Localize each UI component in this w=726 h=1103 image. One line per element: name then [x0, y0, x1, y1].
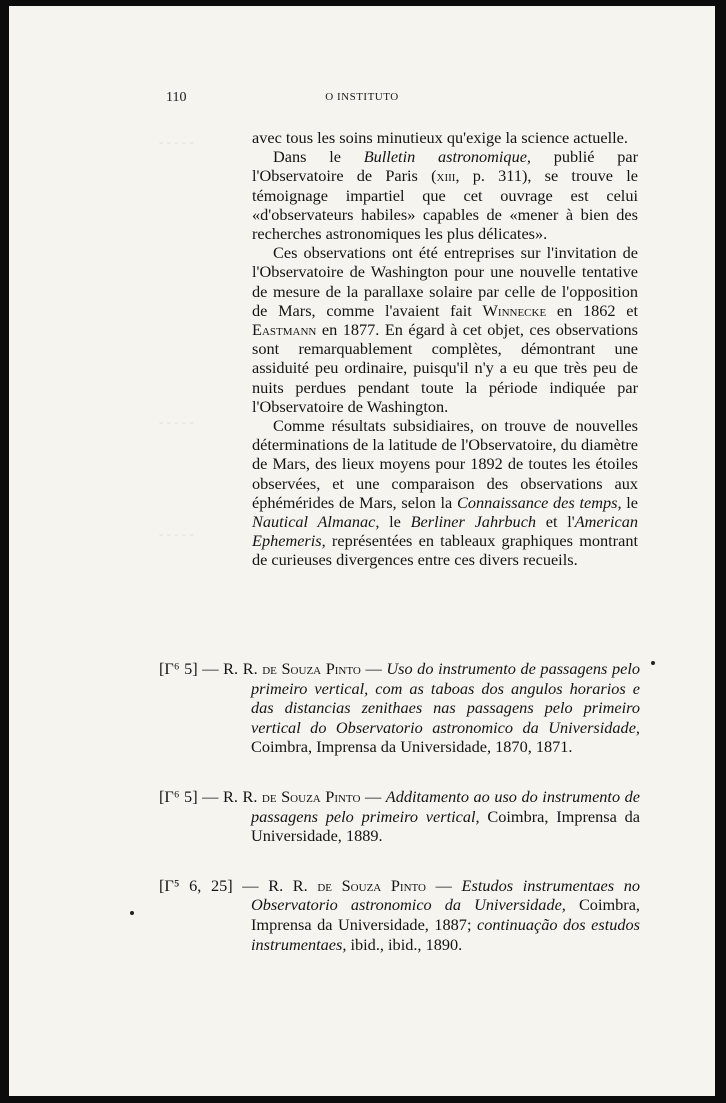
ink-speck: [130, 911, 134, 915]
reference-entry: [Γ⁶ 5] — R. R. de Souza Pinto — Additamento ao uso do instrumento de passagens pelo primeiro vertical, Coimbra, Imprensa da Universidade, 1889.: [159, 786, 640, 846]
person-name: Winnecke: [482, 300, 547, 320]
publication-title: Connaissance des temps,: [456, 492, 622, 512]
bleed-through: - - - - -: [159, 414, 194, 429]
running-header: [9, 90, 715, 110]
paragraph-1: avec tous les soins minutieux qu'exige la science actuelle.: [252, 128, 628, 147]
body-text: [252, 128, 638, 570]
reference-entry: [Γ⁶ 5] — R. R. de Souza Pinto — Uso do instrumento de passagens pelo primeiro vertical, com as taboas dos angulos horarios e das distancias zenithaes nas passagens pelo primeiro vertical do Observatorio astronomico da Universidade, Coimbra, Imprensa da Universidade, 1870, 1871.: [159, 659, 640, 757]
ink-speck: [651, 661, 655, 665]
paragraph-3: Ces observations ont été entreprises sur l'invitation de l'Observatoire de Washington pour une nouvelle tentative de mesure de la parallaxe solaire par celle de l'opposition de Mars, comme l'avaient fait Winnecke en 1862 et Eastmann en 1877. En égard à cet objet, ces observations sont remarquablement complètes, démontrant une assiduité peu ordinaire, puisqu'il n'y a eu que très peu de nuits perdues pendant toute la période indiquée par l'Observatoire de Washington.: [252, 243, 638, 416]
journal-title: Bulletin astronomique,: [363, 147, 532, 167]
running-title: O INSTITUTO: [325, 91, 399, 103]
publication-title: Nautical Almanac,: [252, 512, 380, 532]
page: [9, 6, 715, 1096]
publication-title: American Ephemeris,: [252, 512, 638, 551]
bleed-through: - - - - -: [159, 134, 194, 149]
bleed-through: - - - - -: [159, 526, 194, 541]
paragraph-4: Comme résultats subsidiaires, on trouve de nouvelles déterminations de la latitude de l'Observatoire, du diamètre de Mars, des lieux moyens pour 1892 de toutes les étoiles observées, et une comparaison des observations aux éphémérides de Mars, selon la Connaissance des temps, le Nautical Almanac, le Berliner Jahrbuch et l'American Ephemeris, représentées en tableaux graphiques montrant de curieuses divergences entre ces divers recueils.: [252, 416, 639, 570]
reference-entry: [Γ⁵ 6, 25] — R. R. de Souza Pinto — Estudos instrumentaes no Observatorio astronomico da Universidade, Coimbra, Imprensa da Universidade, 1887; continuação dos estudos instrumentaes, ibid., ibid., 1890.: [159, 875, 640, 954]
publication-title: Berliner Jahrbuch: [410, 512, 537, 532]
paragraph-2: Dans le Bulletin astronomique, publié par l'Observatoire de Paris (xiii, p. 311), se trouve le témoignage impartiel que cet ouvrage est celui «d'observateurs habiles» capables de «mener à bien des recherches astronomiques les plus délicates».: [252, 147, 638, 244]
page-number: 110: [166, 90, 187, 105]
person-name: Eastmann: [252, 320, 317, 340]
reference-list: [159, 659, 640, 984]
